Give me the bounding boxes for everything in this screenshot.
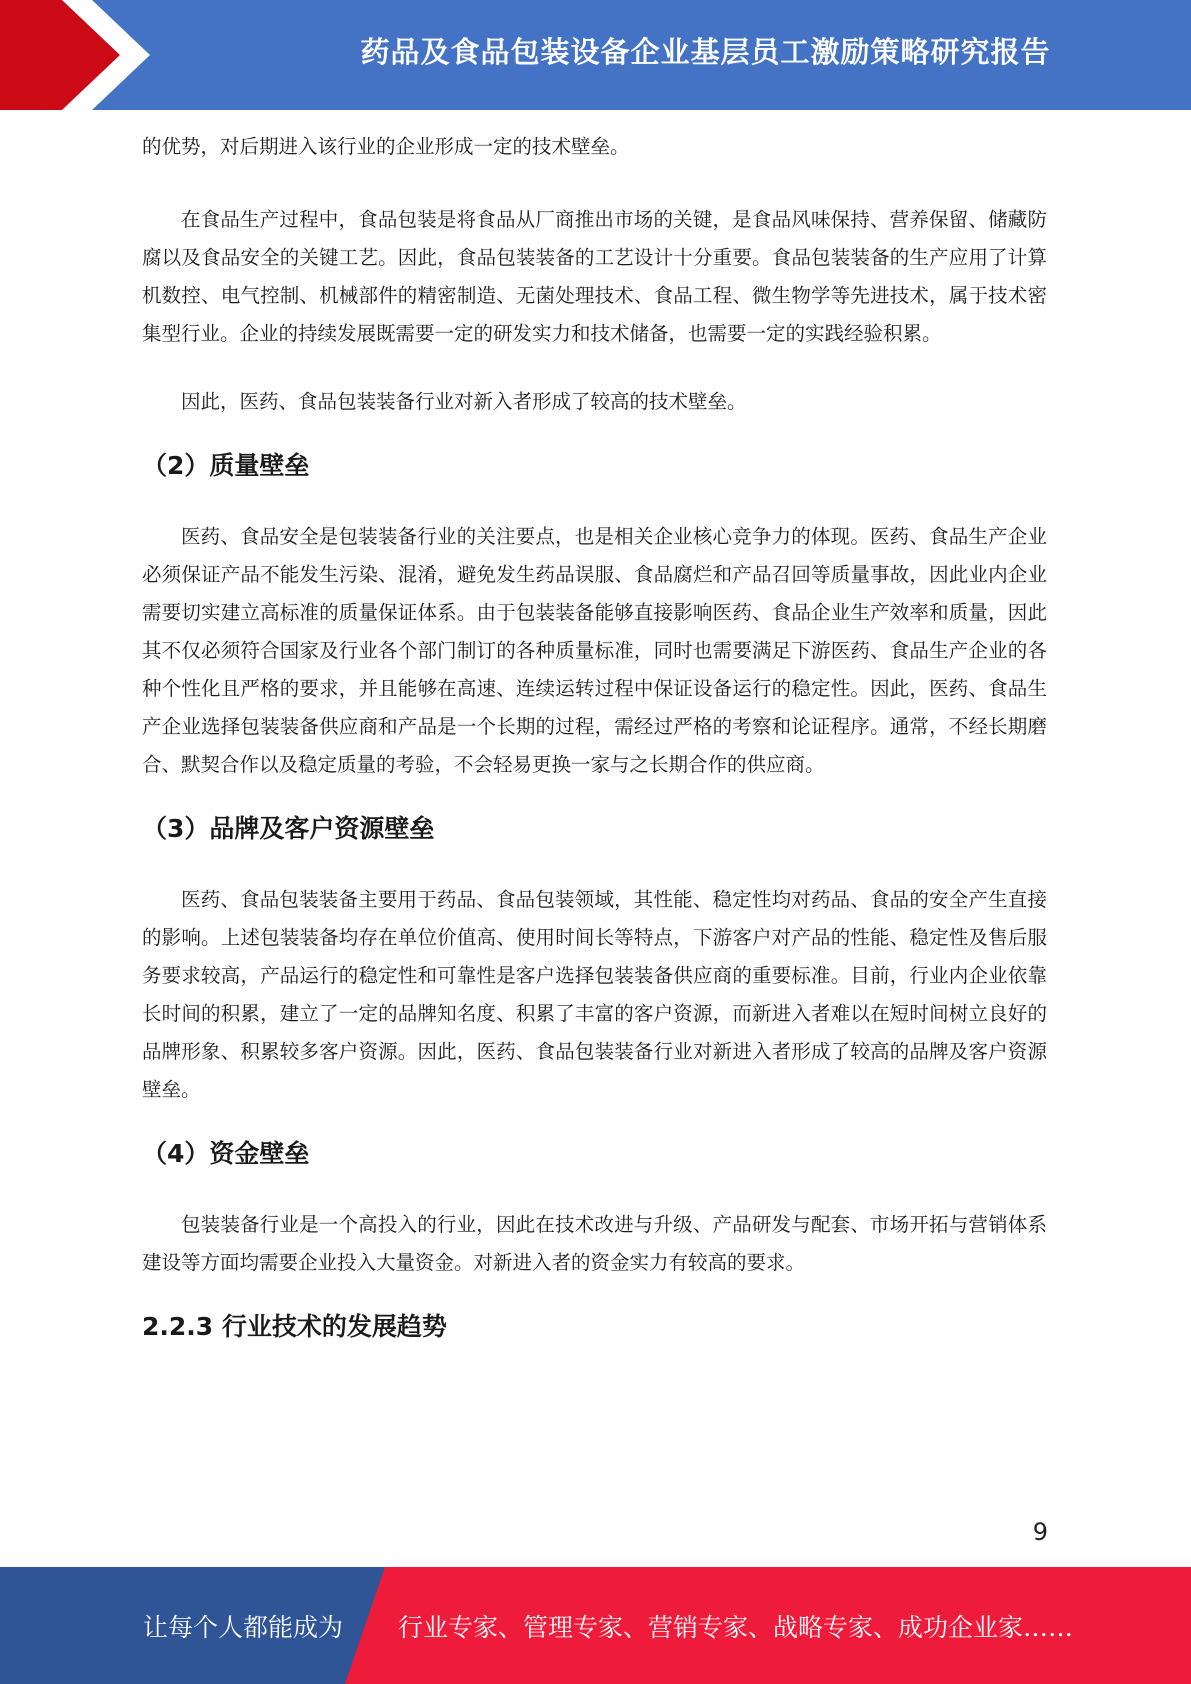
report-title: 药品及食品包装设备企业基层员工激励策略研究报告 <box>360 34 1051 69</box>
subsection-heading: 2.2.3 行业技术的发展趋势 <box>142 1312 447 1341</box>
page-header <box>0 0 1191 110</box>
paragraph: 医药、食品安全是包装装备行业的关注要点，也是相关企业核心竞争力的体现。医药、食品生产企业必须保证产品不能发生污染、混淆，避免发生药品误服、食品腐烂和产品召回等质量事故，因此业内企业需要切实建立高标准的质量保证体系。由于包装装备能够直接影响医药、食品企业生产效率和质量，因此其不仅必须符合国家及行业各个部门制订的各种质量标准，同时也需要满足下游医药、食品生产企业的各种个性化且严格的要求，并且能够在高速、连续运转过程中保证设备运行的稳定性。因此，医药、食品生产企业选择包装装备供应商和产品是一个长期的过程，需经过严格的考察和论证程序。通常，不经长期磨合、默契合作以及稳定质量的考验，不会轻易更换一家与之长期合作的供应商。 <box>142 525 1047 776</box>
section-heading: （3）品牌及客户资源壁垒 <box>142 814 435 843</box>
paragraph: 在食品生产过程中，食品包装是将食品从厂商推出市场的关键，是食品风味保持、营养保留、储藏防腐以及食品安全的关键工艺。因此，食品包装装备的工艺设计十分重要。食品包装装备的生产应用了计算机数控、电气控制、机械部件的精密制造、无菌处理技术、食品工程、微生物学等先进技术，属于技术密集型行业。企业的持续发展既需要一定的研发实力和技术储备，也需要一定的实践经验积累。 <box>142 208 1047 345</box>
section-heading: （4）资金壁垒 <box>142 1139 310 1168</box>
footer-slogan-right: 行业专家、管理专家、营销专家、战略专家、成功企业家…… <box>398 1612 1074 1642</box>
page-number: 9 <box>1032 1518 1048 1546</box>
header-chevron-icon <box>0 0 160 110</box>
paragraph: 因此，医药、食品包装装备行业对新入者形成了较高的技术壁垒。 <box>181 390 747 413</box>
page-footer <box>0 1567 1191 1684</box>
paragraph: 包装装备行业是一个高投入的行业，因此在技术改进与升级、产品研发与配套、市场开拓与营销体系建设等方面均需要企业投入大量资金。对新进入者的资金实力有较高的要求。 <box>142 1213 1047 1274</box>
footer-slogan-left: 让每个人都能成为 <box>143 1612 344 1642</box>
paragraph: 的优势，对后期进入该行业的企业形成一定的技术壁垒。 <box>142 135 630 158</box>
section-heading: （2）质量壁垒 <box>142 451 310 480</box>
main-content <box>142 128 1047 1343</box>
paragraph: 医药、食品包装装备主要用于药品、食品包装领域，其性能、稳定性均对药品、食品的安全产生直接的影响。上述包装装备均存在单位价值高、使用时间长等特点，下游客户对产品的性能、稳定性及售后服务要求较高，产品运行的稳定性和可靠性是客户选择包装装备供应商的重要标准。目前，行业内企业依靠长时间的积累，建立了一定的品牌知名度、积累了丰富的客户资源，而新进入者难以在短时间树立良好的品牌形象、积累较多客户资源。因此，医药、食品包装装备行业对新进入者形成了较高的品牌及客户资源壁垒。 <box>142 888 1047 1101</box>
